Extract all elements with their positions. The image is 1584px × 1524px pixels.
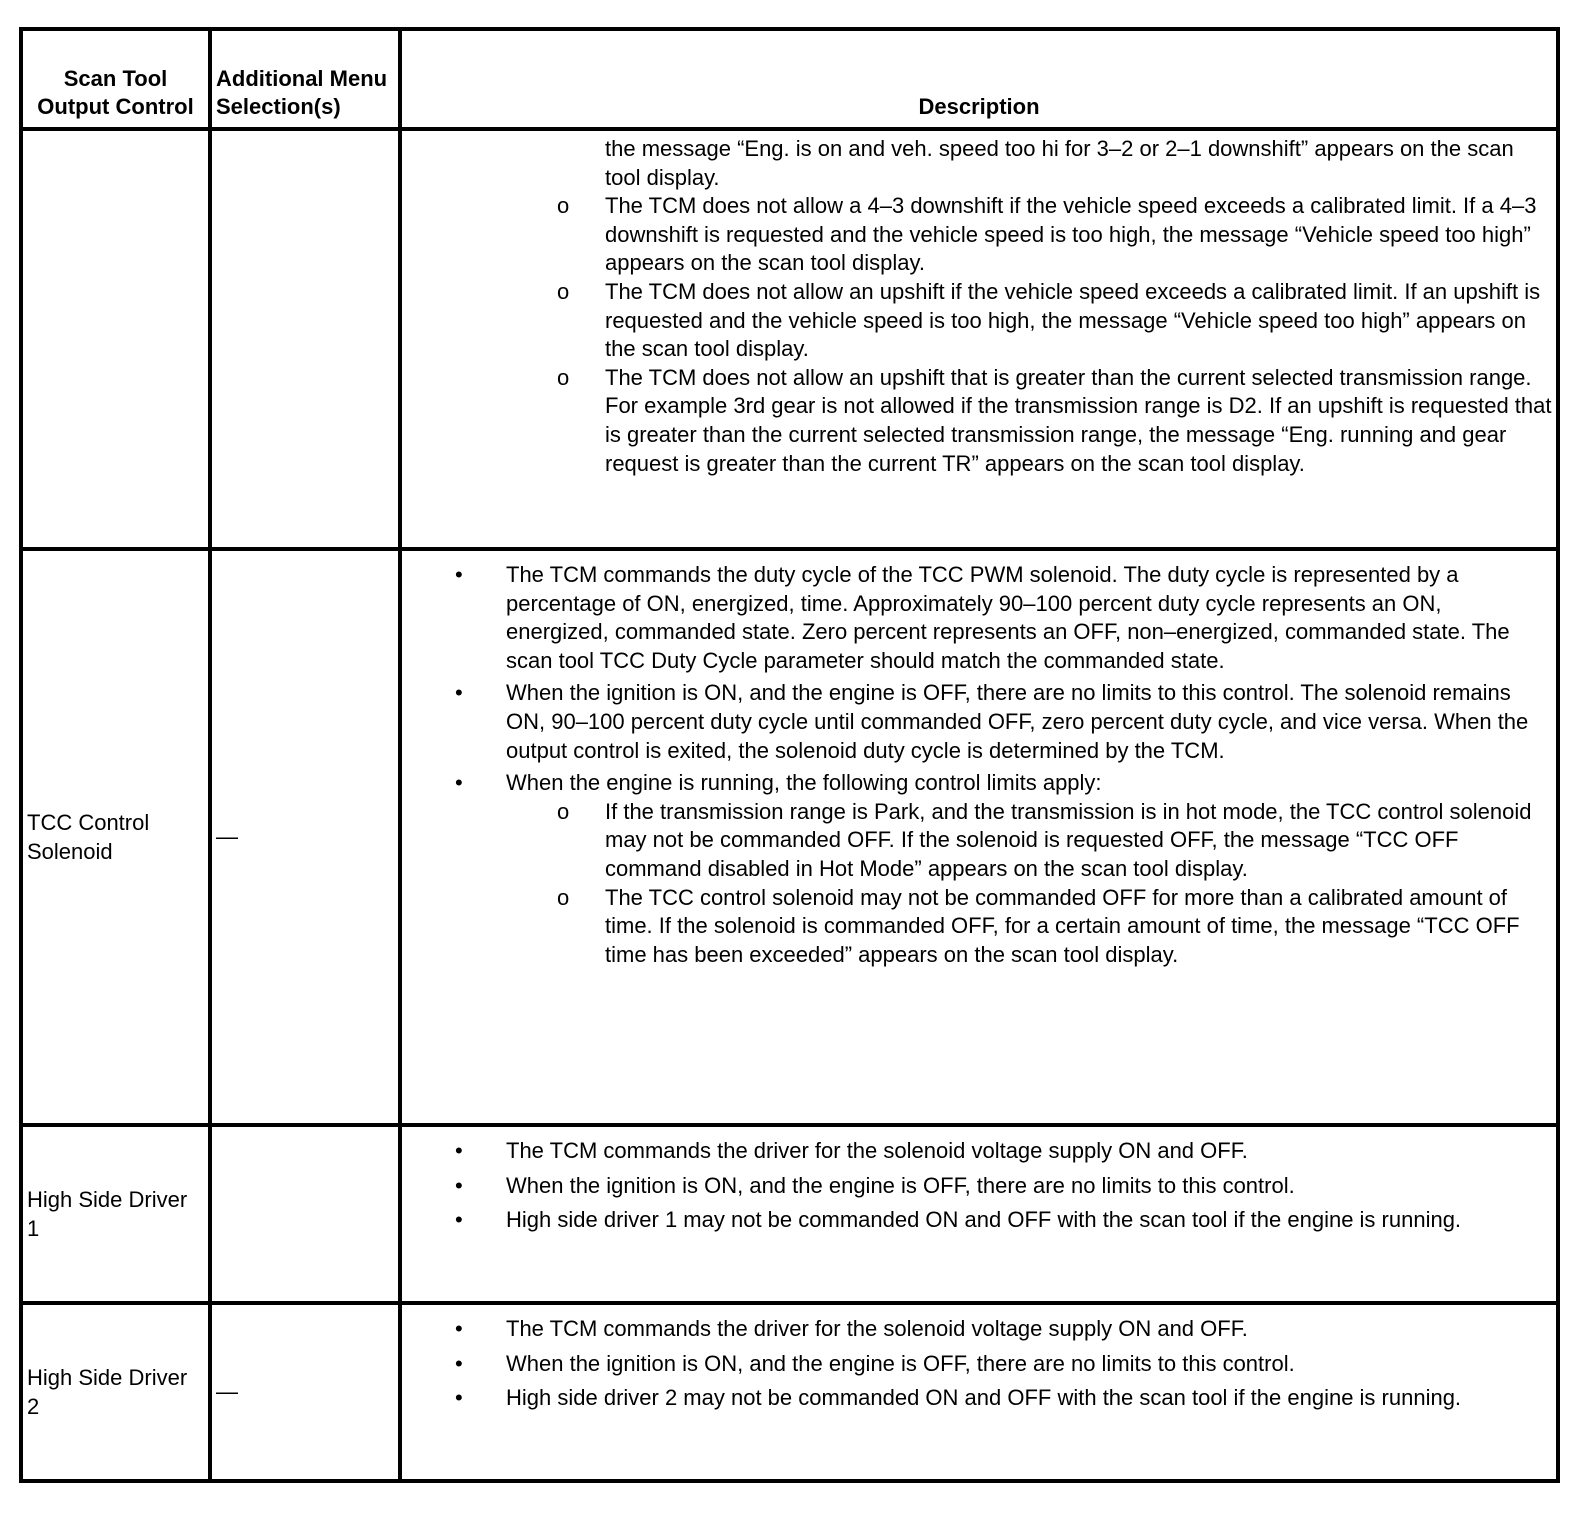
control-cell: High Side Driver 1 [21,1125,210,1303]
bullet-item: • When the ignition is ON, and the engine is OFF, there are no limits to this control. The solenoid remains ON, 90–100 percent duty cycle until commanded OFF, zero percent duty cycle, and vice versa. When the output control is exited, the solenoid duty cycle is determined by the TCM. [402,679,1556,765]
sub-bullet: o The TCC control solenoid may not be commanded OFF for more than a calibrated amount of time. If the solenoid is commanded OFF, for a certain amount of time, the message “TCC OFF time has been exceeded” appears on the scan tool display. [402,884,1556,970]
menu-cell: — [210,549,400,1125]
control-cell: High Side Driver 2 [21,1303,210,1481]
table-row [21,549,1558,1125]
header-description: Description [400,29,1558,129]
control-cell [21,129,210,549]
bullet-item: • High side driver 2 may not be commanded ON and OFF with the scan tool if the engine is running. [402,1384,1556,1413]
output-control-table [19,27,1560,1483]
table-row [21,1303,1558,1481]
header-row [21,29,1558,129]
bullet-item: • High side driver 1 may not be commanded ON and OFF with the scan tool if the engine is running. [402,1206,1556,1235]
bullet-item: • When the ignition is ON, and the engine is OFF, there are no limits to this control. [402,1172,1556,1201]
sub-bullet: o The TCM does not allow an upshift if the vehicle speed exceeds a calibrated limit. If an upshift is requested and the vehicle speed is too high, the message “Vehicle speed too high” appears on the scan tool display. [402,278,1556,364]
description-cell [400,1303,1558,1481]
control-cell: TCC Control Solenoid [21,549,210,1125]
bullet-item: • The TCM commands the driver for the solenoid voltage supply ON and OFF. [402,1315,1556,1344]
description-cell [400,129,1558,549]
menu-cell [210,1125,400,1303]
menu-cell: — [210,1303,400,1481]
continuation-text: the message “Eng. is on and veh. speed too hi for 3–2 or 2–1 downshift” appears on the scan tool display. [605,136,1514,190]
description-cell [400,1125,1558,1303]
sub-bullet: o If the transmission range is Park, and the transmission is in hot mode, the TCC control solenoid may not be commanded OFF. If the solenoid is requested OFF, the message “TCC OFF command disabled in Hot Mode” appears on the scan tool display. [402,798,1556,884]
menu-cell [210,129,400,549]
bullet-item: • The TCM commands the driver for the solenoid voltage supply ON and OFF. [402,1137,1556,1166]
header-menu-selections: Additional Menu Selection(s) [210,29,400,129]
sub-bullet: o The TCM does not allow a 4–3 downshift if the vehicle speed exceeds a calibrated limit. If a 4–3 downshift is requested and the vehicle speed is too high, the message “Vehicle speed too high” appears on the scan tool display. [402,192,1556,278]
description-cell [400,549,1558,1125]
bullet-item: • When the engine is running, the following control limits apply: [402,769,1556,798]
table-row [21,1125,1558,1303]
bullet-item: • When the ignition is ON, and the engine is OFF, there are no limits to this control. [402,1350,1556,1379]
table-row [21,129,1558,549]
sub-bullet: o The TCM does not allow an upshift that is greater than the current selected transmission range. For example 3rd gear is not allowed if the transmission range is D2. If an upshift is requested that is greater than the current selected transmission range, the message “Eng. running and gear request is greater than the current TR” appears on the scan tool display. [402,364,1556,478]
header-scan-tool: Scan Tool Output Control [21,29,210,129]
bullet-item: • The TCM commands the duty cycle of the TCC PWM solenoid. The duty cycle is represented by a percentage of ON, energized, time. Approximately 90–100 percent duty cycle represents an ON, energized, commanded state. Zero percent represents an OFF, non–energized, commanded state. The scan tool TCC Duty Cycle parameter should match the commanded state. [402,561,1556,675]
